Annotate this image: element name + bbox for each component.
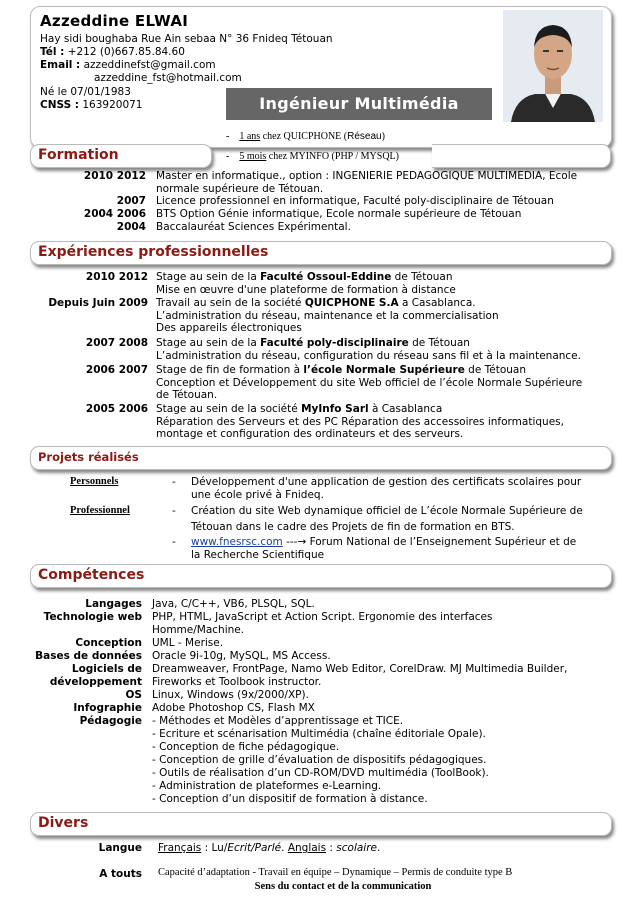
comp-text-14: - Outils de réalisation d’un CD-ROM/DVD multimédia (ToolBook). <box>152 767 489 779</box>
section-title: Divers <box>38 815 89 831</box>
comp-label-1: Langages <box>85 598 142 610</box>
comp-label-9: Infographie <box>73 702 142 714</box>
comp-text-5: Oracle 9i-10g, MySQL, MS Access. <box>152 650 331 662</box>
exp-years-3: 2007 2008 <box>85 337 148 349</box>
comp-text-15: - Administration de plateformes e-Learning. <box>152 780 382 792</box>
job-line-2: - 5 mois chez MYINFO (PHP / MYSQL) <box>226 151 399 162</box>
section-title: Expériences professionnelles <box>38 244 269 260</box>
comp-text-11: - Ecriture et scénarisation Multimédia (chaîne éditoriale Opale). <box>152 728 486 740</box>
comp-text-9: Adobe Photoshop CS, Flash MX <box>152 702 315 714</box>
email-2: azzeddine_fst@hotmail.com <box>94 72 242 84</box>
section-projets <box>30 446 612 470</box>
exp-years-2: Depuis Juin 2009 <box>48 297 148 309</box>
candidate-name: Azzeddine ELWAI <box>40 12 189 30</box>
formation-years-2: 2007 <box>116 195 146 207</box>
job-line-1: - 1 ans chez QUICPHONE (Réseau) <box>226 131 385 142</box>
exp-years-1: 2010 2012 <box>85 271 148 283</box>
comp-label-4: Conception <box>75 637 142 649</box>
comp-text-10: - Méthodes et Modèles d’apprentissage et TICE. <box>152 715 404 727</box>
section-experiences <box>30 241 612 265</box>
comp-text-2: PHP, HTML, JavaScript et Action Script. Ergonomie des interfaces <box>152 611 493 623</box>
comp-label-5: Bases de données <box>35 650 142 662</box>
projets-professionnel-label: Professionnel <box>70 505 130 516</box>
exp-item-5: Stage au sein de la société MyInfo Sarl à Casablanca Réparation des Serveurs et des PC Réparation des accessoires informatiques, montage et configuration des ordinateurs et des serveurs. <box>156 403 564 440</box>
atouts-label: A touts <box>99 868 142 880</box>
comp-label-2: Technologie web <box>43 611 142 623</box>
exp-years-4: 2006 2007 <box>85 364 148 376</box>
comp-text-6: Dreamweaver, FrontPage, Namo Web Editor, CorelDraw. MJ Multimedia Builder, <box>152 663 568 675</box>
comp-text-12: - Conception de fiche pédagogique. <box>152 741 340 753</box>
section-formation <box>30 144 212 168</box>
comp-text-8: Linux, Windows (9x/2000/XP). <box>152 689 309 701</box>
langue-text: Français : Lu/Ecrit/Parlé. Anglais : scolaire. <box>158 842 381 854</box>
exp-item-1: Stage au sein de la Faculté Ossoul-Eddine de Tétouan Mise en œuvre d'une plateforme de formation à distance <box>156 271 456 296</box>
projet-item-1: Développement d'une application de gestion des certificats scolaires pour une école privé à Fnideq. <box>191 476 582 501</box>
exp-item-4: Stage de fin de formation à l’école Normale Supérieure de Tétouan Conception et Développement du site Web officiel de l’école Normale Supérieure de Tétouan. <box>156 364 583 401</box>
comp-text-16: - Conception d’un dispositif de formation à distance. <box>152 793 428 805</box>
projet-dash-1: - <box>172 476 176 488</box>
formation-years-3: 2004 2006 <box>83 208 146 220</box>
section-competences <box>30 564 612 588</box>
comp-label-6: Logiciels de <box>71 663 142 675</box>
formation-item-1: Master en informatique., option : INGENIERIE PEDAGOGIQUE MULTIMEDIA, Ecole normale supérieure de Tétouan. <box>156 170 578 195</box>
projet-dash-3: - <box>172 536 176 548</box>
section-title: Projets réalisés <box>38 450 139 464</box>
address: Hay sidi boughaba Rue Ain sebaa N° 36 Fnideq Tétouan <box>40 33 333 45</box>
fnesrsc-link[interactable]: www.fnesrsc.com <box>191 536 283 548</box>
section-formation-tail <box>432 144 611 168</box>
profile-photo <box>503 10 603 122</box>
projet-item-2: Création du site Web dynamique officiel de L’école Normale Supérieure de Tétouan dans le cadre des Projets de fin de formation en BTS. <box>191 505 583 533</box>
exp-years-5: 2005 2006 <box>85 403 148 415</box>
formation-years-1: 2010 2012 <box>83 170 146 182</box>
comp-label-8: OS <box>125 689 142 701</box>
comp-text-13: - Conception de grille d’évaluation de dispositifs pédagogiques. <box>152 754 487 766</box>
exp-item-3: Stage au sein de la Faculté poly-disciplinaire de Tétouan L’administration du réseau, configuration du réseau sans fil et à la maintenance. <box>156 337 581 362</box>
comp-label-10: Pédagogie <box>79 715 142 727</box>
section-divers <box>30 812 612 836</box>
atouts-text: Capacité d’adaptation - Travail en équipe – Dynamique – Permis de conduite type B <box>158 867 513 878</box>
birth-date: Né le 07/01/1983 <box>40 86 131 98</box>
cnss: CNSS : 163920071 <box>40 99 143 111</box>
section-title: Formation <box>38 147 119 163</box>
comp-text-1: Java, C/C++, VB6, PLSQL, SQL. <box>152 598 315 610</box>
projet-item-3: www.fnesrsc.com ---→ Forum National de l’Enseignement Supérieur et de la Recherche Scientifique <box>191 536 577 561</box>
portrait-image <box>503 10 603 122</box>
atouts-bold: Sens du contact et de la communication <box>254 881 432 892</box>
exp-item-2: Travail au sein de la société QUICPHONE S.A a Casablanca. L’administration du réseau, maintenance et la commercialisation Des appareils électroniques <box>156 297 499 334</box>
formation-years-4: 2004 <box>116 221 146 233</box>
projet-dash-2: - <box>172 505 176 517</box>
section-title: Compétences <box>38 567 145 583</box>
formation-item-2: Licence professionnel en informatique, Faculté poly-disciplinaire de Tétouan <box>156 195 554 207</box>
langue-label: Langue <box>98 842 142 854</box>
comp-label-7: développement <box>49 676 142 688</box>
phone: Tél : +212 (0)667.85.84.60 <box>40 46 185 58</box>
comp-text-3: Homme/Machine. <box>152 624 245 636</box>
job-title: Ingénieur Multimédia <box>226 88 492 120</box>
formation-item-4: Baccalauréat Sciences Expérimental. <box>156 221 351 233</box>
email: Email : azzeddinefst@gmail.com <box>40 59 216 71</box>
projets-personnels-label: Personnels <box>70 476 119 487</box>
comp-text-4: UML - Merise. <box>152 637 224 649</box>
comp-text-7: Fireworks et Toolbook instructor. <box>152 676 322 688</box>
formation-item-3: BTS Option Génie informatique, Ecole normale supérieure de Tétouan <box>156 208 522 220</box>
